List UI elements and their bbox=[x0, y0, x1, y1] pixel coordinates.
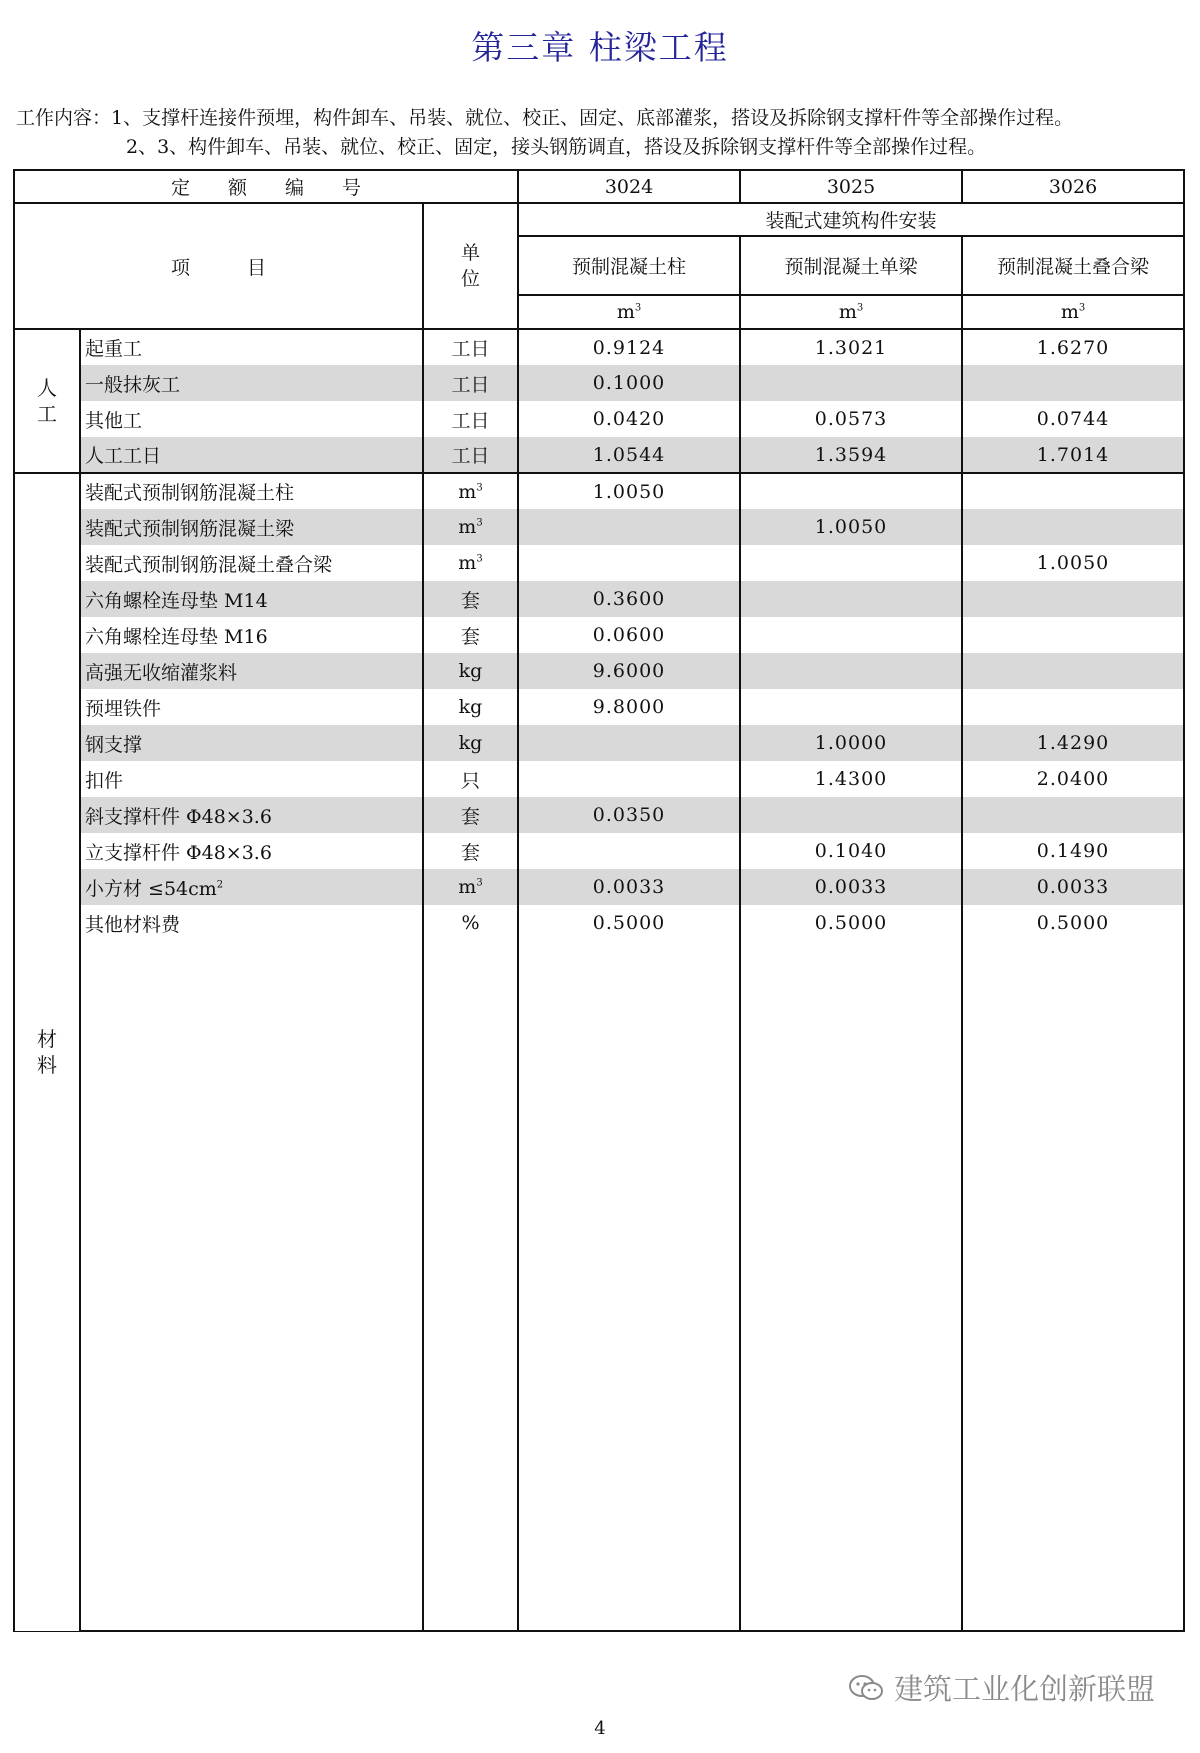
row-value-2 bbox=[740, 365, 962, 401]
row-value-3: 0.0033 bbox=[962, 869, 1184, 905]
row-value-2 bbox=[740, 545, 962, 581]
row-item-name: 装配式预制钢筋混凝土梁 bbox=[80, 509, 423, 545]
row-value-3 bbox=[962, 797, 1184, 833]
table-row bbox=[14, 653, 1184, 689]
table-row bbox=[14, 437, 1184, 473]
empty-cell bbox=[423, 941, 518, 1631]
row-item-name: 装配式预制钢筋混凝土柱 bbox=[80, 473, 423, 509]
wechat-icon bbox=[848, 1674, 884, 1702]
row-value-1: 9.6000 bbox=[518, 653, 740, 689]
row-value-3: 0.5000 bbox=[962, 905, 1184, 941]
row-unit: kg bbox=[423, 725, 518, 761]
row-value-1 bbox=[518, 761, 740, 797]
table-row bbox=[14, 905, 1184, 941]
row-value-2: 1.0000 bbox=[740, 725, 962, 761]
table-row bbox=[14, 365, 1184, 401]
row-value-2 bbox=[740, 797, 962, 833]
row-value-3 bbox=[962, 689, 1184, 725]
row-value-2 bbox=[740, 653, 962, 689]
row-item-name: 钢支撑 bbox=[80, 725, 423, 761]
row-unit: 套 bbox=[423, 617, 518, 653]
empty-cell bbox=[740, 941, 962, 1631]
row-unit: $m^3$ bbox=[423, 473, 518, 509]
labor-category-label: 人 工 bbox=[14, 329, 80, 473]
table-row bbox=[14, 761, 1184, 797]
row-unit: kg bbox=[423, 653, 518, 689]
row-unit: 工日 bbox=[423, 365, 518, 401]
table-row bbox=[14, 473, 1184, 509]
row-item-name: 小方材 $\le 54cm^2$ bbox=[80, 869, 423, 905]
row-unit: $m^3$ bbox=[423, 545, 518, 581]
row-value-1: 0.0033 bbox=[518, 869, 740, 905]
table-row bbox=[14, 689, 1184, 725]
row-value-2: 1.3021 bbox=[740, 329, 962, 365]
quota-code-1: 3024 bbox=[518, 170, 740, 203]
work-content-line-2: 2、3、构件卸车、吊装、就位、校正、固定，接头钢筋调直，搭设及拆除钢支撑杆件等全部操作过程。 bbox=[126, 136, 987, 158]
work-content-line-1: 工作内容：1、支撑杆连接件预埋，构件卸车、吊装、就位、校正、固定、底部灌浆，搭设及拆除钢支撑杆件等全部操作过程。 bbox=[16, 107, 1074, 129]
row-unit: % bbox=[423, 905, 518, 941]
column-header-1: 预制混凝土柱 bbox=[518, 236, 740, 295]
column-unit-3: $m^3$ bbox=[962, 295, 1184, 329]
row-value-2 bbox=[740, 581, 962, 617]
row-unit: 套 bbox=[423, 833, 518, 869]
row-item-name: 立支撑杆件 Φ48×3.6 bbox=[80, 833, 423, 869]
row-item-name: 高强无收缩灌浆料 bbox=[80, 653, 423, 689]
row-item-name: 装配式预制钢筋混凝土叠合梁 bbox=[80, 545, 423, 581]
row-value-1: 9.8000 bbox=[518, 689, 740, 725]
row-unit: 套 bbox=[423, 581, 518, 617]
row-value-3: 1.7014 bbox=[962, 437, 1184, 473]
row-unit: kg bbox=[423, 689, 518, 725]
row-value-2: 0.0573 bbox=[740, 401, 962, 437]
row-value-2 bbox=[740, 689, 962, 725]
row-value-3 bbox=[962, 509, 1184, 545]
group-header: 装配式建筑构件安装 bbox=[518, 203, 1184, 236]
quota-code-2: 3025 bbox=[740, 170, 962, 203]
row-unit: $m^3$ bbox=[423, 509, 518, 545]
table-row bbox=[14, 329, 1184, 365]
column-header-2: 预制混凝土单梁 bbox=[740, 236, 962, 295]
row-value-1: 0.0350 bbox=[518, 797, 740, 833]
row-unit: 套 bbox=[423, 797, 518, 833]
row-value-2: 1.3594 bbox=[740, 437, 962, 473]
item-header: 项 目 bbox=[14, 203, 423, 329]
row-unit: 工日 bbox=[423, 437, 518, 473]
row-value-2: 0.0033 bbox=[740, 869, 962, 905]
row-value-1: 0.0420 bbox=[518, 401, 740, 437]
row-value-1: 1.0050 bbox=[518, 473, 740, 509]
row-value-3 bbox=[962, 581, 1184, 617]
row-item-name: 扣件 bbox=[80, 761, 423, 797]
watermark bbox=[848, 1667, 1155, 1708]
quota-code-3: 3026 bbox=[962, 170, 1184, 203]
row-item-name: 预埋铁件 bbox=[80, 689, 423, 725]
quota-table bbox=[13, 169, 1185, 1632]
unit-header: 单 位 bbox=[423, 203, 518, 329]
row-value-1: 0.5000 bbox=[518, 905, 740, 941]
row-value-2: 1.0050 bbox=[740, 509, 962, 545]
row-value-1 bbox=[518, 833, 740, 869]
column-unit-2: $m^3$ bbox=[740, 295, 962, 329]
column-header-3: 预制混凝土叠合梁 bbox=[962, 236, 1184, 295]
page-number: 4 bbox=[594, 1718, 606, 1739]
row-value-1 bbox=[518, 545, 740, 581]
row-value-3: 1.4290 bbox=[962, 725, 1184, 761]
row-unit: 工日 bbox=[423, 329, 518, 365]
row-value-3: 0.1490 bbox=[962, 833, 1184, 869]
row-value-1: 1.0544 bbox=[518, 437, 740, 473]
row-value-2: 0.1040 bbox=[740, 833, 962, 869]
row-item-name: 人工工日 bbox=[80, 437, 423, 473]
row-value-1: 0.0600 bbox=[518, 617, 740, 653]
page-title: 第三章 柱梁工程 bbox=[471, 28, 729, 67]
row-value-2: 1.4300 bbox=[740, 761, 962, 797]
table-row bbox=[14, 617, 1184, 653]
row-value-2: 0.5000 bbox=[740, 905, 962, 941]
row-value-1 bbox=[518, 725, 740, 761]
row-item-name: 斜支撑杆件 Φ48×3.6 bbox=[80, 797, 423, 833]
row-value-3 bbox=[962, 473, 1184, 509]
table-row bbox=[14, 833, 1184, 869]
row-item-name: 其他工 bbox=[80, 401, 423, 437]
row-value-3: 2.0400 bbox=[962, 761, 1184, 797]
table-filler-row bbox=[14, 941, 1184, 1631]
row-item-name: 六角螺栓连母垫 M16 bbox=[80, 617, 423, 653]
row-value-3: 1.0050 bbox=[962, 545, 1184, 581]
row-value-3 bbox=[962, 365, 1184, 401]
watermark-text: 建筑工业化创新联盟 bbox=[894, 1672, 1156, 1706]
row-unit: 只 bbox=[423, 761, 518, 797]
row-item-name: 一般抹灰工 bbox=[80, 365, 423, 401]
row-value-2 bbox=[740, 617, 962, 653]
row-value-1: 0.9124 bbox=[518, 329, 740, 365]
row-value-1 bbox=[518, 509, 740, 545]
row-item-name: 其他材料费 bbox=[80, 905, 423, 941]
table-row bbox=[14, 797, 1184, 833]
row-value-2 bbox=[740, 473, 962, 509]
empty-cell bbox=[962, 941, 1184, 1631]
table-row bbox=[14, 869, 1184, 905]
materials-category-label: 材 料 bbox=[14, 473, 80, 1631]
row-value-1: 0.3600 bbox=[518, 581, 740, 617]
row-value-3 bbox=[962, 653, 1184, 689]
row-unit: 工日 bbox=[423, 401, 518, 437]
empty-cell bbox=[518, 941, 740, 1631]
table-row bbox=[14, 401, 1184, 437]
row-value-1: 0.1000 bbox=[518, 365, 740, 401]
row-value-3 bbox=[962, 617, 1184, 653]
row-value-3: 1.6270 bbox=[962, 329, 1184, 365]
empty-cell bbox=[80, 941, 423, 1631]
row-item-name: 六角螺栓连母垫 M14 bbox=[80, 581, 423, 617]
table-row bbox=[14, 725, 1184, 761]
table-row bbox=[14, 581, 1184, 617]
row-unit: $m^3$ bbox=[423, 869, 518, 905]
work-content bbox=[16, 104, 1196, 162]
column-unit-1: $m^3$ bbox=[518, 295, 740, 329]
quota-number-label: 定 额 编 号 bbox=[14, 170, 518, 203]
row-value-3: 0.0744 bbox=[962, 401, 1184, 437]
table-row bbox=[14, 509, 1184, 545]
table-row bbox=[14, 545, 1184, 581]
row-item-name: 起重工 bbox=[80, 329, 423, 365]
